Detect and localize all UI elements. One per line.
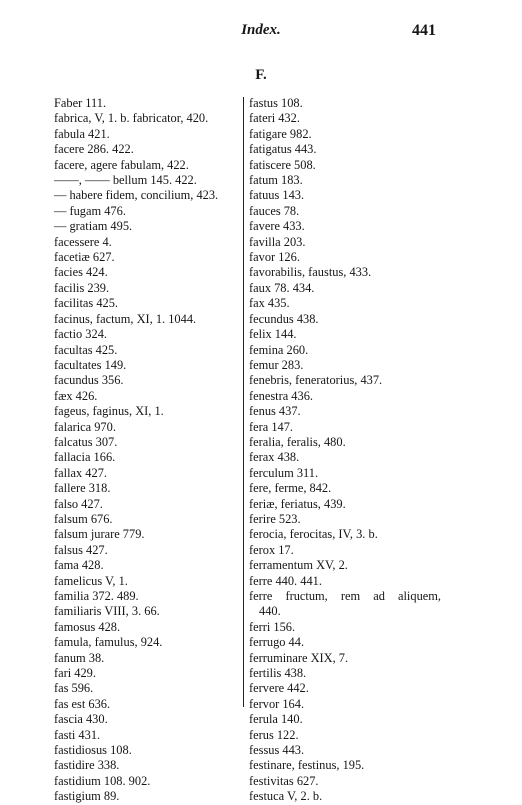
index-entry: felix 144. [249, 327, 297, 342]
running-header-title: Index. [241, 22, 281, 38]
index-entry: falcatus 307. [54, 434, 118, 449]
index-entry: fallax 427. [54, 465, 107, 480]
index-entry: fas est 636. [54, 696, 111, 711]
index-entry: facere, agere fabulam, 422. [54, 157, 189, 172]
index-entry: — gratiam 495. [54, 219, 133, 234]
index-entry: fatiscere 508. [249, 157, 316, 172]
index-entry: facundus 356. [54, 373, 124, 388]
index-entry: festuca V, 2. b. [249, 789, 323, 804]
index-entry: ferocia, ferocitas, IV, 3. b. [249, 527, 378, 542]
index-entry: fallere 318. [54, 481, 111, 496]
index-entry: fas 596. [54, 681, 94, 696]
index-entry: ferula 140. [249, 712, 303, 727]
index-entry: falsum 676. [54, 511, 113, 526]
index-entry: fere, ferme, 842. [249, 481, 332, 496]
index-entry: fatigatus 443. [249, 142, 317, 157]
index-entry: fæx 426. [54, 388, 98, 403]
index-entry: feriæ, feriatus, 439. [249, 496, 346, 511]
index-entry: fastigium 89. [54, 789, 120, 804]
page-number: 441 [412, 22, 436, 39]
index-entry: festivitas 627. [249, 773, 319, 788]
index-entry: fastus 108. [249, 96, 303, 110]
index-entry: fabrica, V, 1. b. fabricator, 420. [54, 111, 209, 126]
index-entry: famula, famulus, 924. [54, 635, 163, 650]
index-entry: fatuus 143. [249, 188, 305, 203]
index-entry: fageus, faginus, XI, 1. [54, 404, 164, 419]
index-entry: familia 372. 489. [54, 589, 139, 603]
index-entry: Faber 111. [54, 96, 107, 110]
index-entry: fama 428. [54, 558, 104, 573]
index-entry: ——, —— bellum 145. 422. [54, 173, 197, 188]
index-entry: falso 427. [54, 496, 103, 511]
index-entry: ferruminare XIX, 7. [249, 650, 349, 665]
index-entry: fera 147. [249, 419, 294, 434]
index-entry: fertilis 438. [249, 666, 307, 681]
index-entry: femina 260. [249, 342, 309, 357]
index-entry: fascia 430. [54, 712, 108, 727]
index-entry: ferire 523. [249, 511, 301, 526]
index-entry: fax 435. [249, 296, 290, 311]
index-entry: ferax 438. [249, 450, 300, 465]
index-entry: fauces 78. [249, 203, 300, 218]
index-entry: fervere 442. [249, 681, 309, 696]
index-entry: facilitas 425. [54, 296, 118, 311]
index-entry: ferre fructum, rem ad aliquem, [249, 589, 441, 603]
index-entry: fasti 431. [54, 727, 101, 742]
index-entry: fastidiosus 108. [54, 743, 132, 758]
index-entry: facultates 149. [54, 357, 127, 372]
index-entry: fessus 443. [249, 743, 305, 758]
index-column-left [54, 96, 240, 805]
index-entry: fallacia 166. [54, 450, 116, 465]
index-column-right [249, 96, 441, 805]
index-entry: femur 283. [249, 357, 304, 372]
index-entry: facessere 4. [54, 234, 112, 249]
index-entry: faux 78. 434. [249, 280, 315, 295]
index-entry: fabula 421. [54, 126, 110, 141]
index-entry: familiaris VIII, 3. 66. [54, 604, 160, 619]
index-entry: favor 126. [249, 250, 300, 265]
index-entry: — fugam 476. [54, 203, 126, 218]
index-entry: ferre 440. 441. [249, 573, 322, 588]
index-entry: favorabilis, faustus, 433. [249, 265, 372, 280]
index-entry: favere 433. [249, 219, 305, 234]
index-entry: ferramentum XV, 2. [249, 558, 348, 573]
index-entry: facultas 425. [54, 342, 118, 357]
index-entry: fanum 38. [54, 650, 105, 665]
index-entry: fervor 164. [249, 696, 305, 711]
index-entry: ferculum 311. [249, 465, 319, 480]
index-entry: facilis 239. [54, 280, 110, 295]
index-entry: famelicus V, 1. [54, 573, 128, 588]
index-entry: falsus 427. [54, 542, 108, 557]
index-entry: ferrugo 44. [249, 635, 305, 650]
index-entry: famosus 428. [54, 619, 121, 634]
index-entry: facinus, factum, XI, 1. 1044. [54, 311, 197, 326]
index-entry: fastidium 108. 902. [54, 773, 151, 788]
index-entry: fateri 432. [249, 111, 300, 126]
index-entry: factio 324. [54, 327, 107, 342]
index-entry: ferri 156. [249, 619, 296, 634]
index-entry: fatum 183. [249, 173, 303, 188]
section-letter-heading: F. [255, 67, 267, 83]
index-entry: favilla 203. [249, 234, 306, 249]
index-entry: facetiæ 627. [54, 250, 115, 265]
index-entry: fenestra 436. [249, 388, 313, 403]
index-entry: fastidire 338. [54, 758, 120, 773]
index-entry: festinare, festinus, 195. [249, 758, 365, 773]
index-entry: falsum jurare 779. [54, 527, 145, 542]
index-entry: ferus 122. [249, 727, 299, 742]
index-entry: facies 424. [54, 265, 108, 280]
column-divider [243, 97, 244, 707]
index-entry: falarica 970. [54, 419, 116, 434]
index-entry: fatigare 982. [249, 126, 312, 141]
index-entry-continuation: 440. [259, 604, 281, 619]
index-entry: fari 429. [54, 666, 96, 681]
index-entry: ferox 17. [249, 542, 294, 557]
index-entry: facere 286. 422. [54, 142, 134, 157]
index-entry: fenebris, feneratorius, 437. [249, 373, 383, 388]
index-entry: feralia, feralis, 480. [249, 434, 346, 449]
index-entry: fecundus 438. [249, 311, 319, 326]
index-entry: fenus 437. [249, 404, 301, 419]
index-entry: — habere fidem, concilium, 423. [54, 188, 219, 203]
